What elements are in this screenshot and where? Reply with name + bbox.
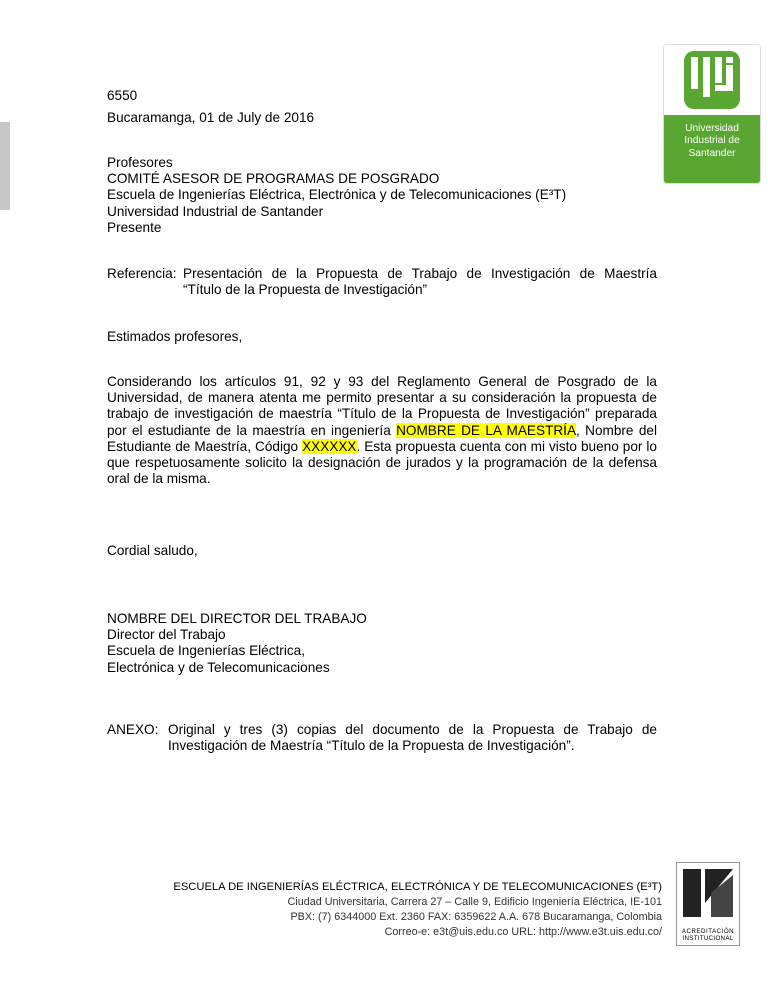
recipient-line: Universidad Industrial de Santander: [107, 203, 324, 219]
body-text: , Nombre del Estudiante de Maestría, Código: [107, 422, 657, 454]
annex-label: ANEXO:: [107, 722, 159, 737]
recipient-block: [107, 155, 566, 236]
salutation: Estimados profesores,: [107, 329, 243, 344]
annex-block: [107, 722, 657, 754]
signature-line: Electrónica y de Telecomunicaciones: [107, 659, 330, 675]
footer-contact: Correo-e: e3t@uis.edu.co URL: http://www.e3t.uis.edu.co/: [384, 926, 662, 938]
signature-line: Director del Trabajo: [107, 627, 226, 643]
closing: Cordial saludo,: [107, 543, 198, 558]
highlight-program-name: NOMBRE DE LA MAESTRÍA: [396, 422, 577, 438]
footer-title: ESCUELA DE INGENIERÍAS ELÉCTRICA, ELECTRÓNICA Y DE TELECOMUNICACIONES (E³T): [173, 881, 662, 893]
footer: [173, 880, 662, 940]
accreditation-seal: [676, 862, 740, 946]
recipient-line: Escuela de Ingenierías Eléctrica, Electrónica y de Telecomunicaciones (E³T): [107, 187, 567, 203]
highlight-student-code: XXXXXX: [302, 438, 357, 454]
reference-line-1: Presentación de la Propuesta de Trabajo de Investigación de Maestría: [183, 266, 657, 281]
logo-line: Santander: [688, 147, 736, 159]
page-edge-marker: [0, 122, 10, 210]
accreditation-line-1: ACREDITACIÓN: [681, 928, 735, 935]
recipient-line: COMITÉ ASESOR DE PROGRAMAS DE POSGRADO: [107, 171, 440, 187]
reference-line-2: “Título de la Propuesta de Investigación”: [183, 282, 428, 298]
accreditation-line-2: INSTITUCIONAL: [682, 935, 734, 942]
place-date: Bucaramanga, 01 de July de 2016: [107, 110, 315, 125]
footer-address: Ciudad Universitaria, Carrera 27 – Calle 9, Edificio Ingeniería Eléctrica, IE-101: [287, 896, 662, 908]
body-text: Considerando los artículos 91, 92 y 93 del Reglamento General de Posgrado de la Universidad, de manera atenta me permito presentar a su consideración la propuesta de trabajo de investigación de maestría “Título de la Propuesta de Investigación” preparada por el estudiante de la maestría en ingeniería: [107, 374, 657, 438]
body-paragraph: [107, 374, 657, 487]
logo-line: Universidad: [685, 123, 739, 134]
signature-block: [107, 611, 367, 676]
uis-logo-name: [664, 115, 760, 183]
recipient-line: Profesores: [107, 155, 173, 170]
reference-label: Referencia:: [107, 266, 177, 281]
logo-line: Industrial de: [684, 135, 740, 147]
document-number: 6550: [107, 88, 138, 103]
footer-phones: PBX: (7) 6344000 Ext. 2360 FAX: 6359622 A.A. 678 Bucaramanga, Colombia: [290, 911, 662, 923]
uis-logo-mark: [664, 45, 760, 115]
accreditation-graphic-icon: [677, 863, 739, 923]
annex-text: Original y tres (3) copias del documento de la Propuesta de Trabajo de Investigación de Maestría “Título de la Propuesta de Investigación”.: [168, 722, 657, 754]
uis-logo: [663, 44, 761, 184]
body-text: . Esta propuesta cuenta con mi visto bueno por lo que respetuosamente solicito la designación de jurados y la programación de la defensa oral de la misma.: [107, 438, 657, 487]
signature-line: NOMBRE DEL DIRECTOR DEL TRABAJO: [107, 611, 367, 626]
recipient-line: Presente: [107, 219, 162, 235]
reference-block: [107, 266, 657, 298]
signature-line: Escuela de Ingenierías Eléctrica,: [107, 643, 305, 659]
